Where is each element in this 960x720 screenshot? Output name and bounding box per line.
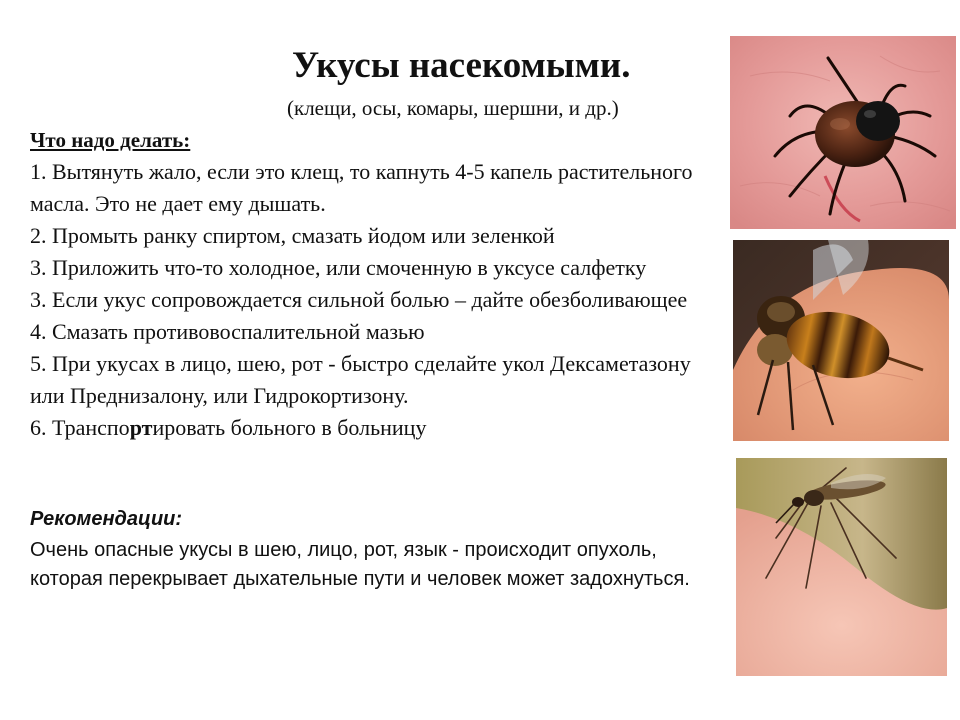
step-item	[30, 220, 710, 252]
page-subtitle: (клещи, осы, комары, шершни, и др.)	[287, 96, 619, 120]
step-text: 6. Транспо	[30, 415, 130, 440]
step-item	[30, 284, 710, 316]
recommendations-text: Очень опасные укусы в шею, лицо, рот, язык - происходит опухоль, которая перекрывает дыхательные пути и человек может задохнуться.	[30, 539, 690, 590]
page-title: Укусы насекомыми.	[292, 45, 631, 86]
steps-list	[30, 156, 710, 444]
step-item	[30, 348, 710, 412]
step-item	[30, 252, 710, 284]
step-text: 3. Если укус сопровождается сильной болью – дайте обезболивающее	[30, 287, 688, 312]
step-item	[30, 412, 710, 444]
step-text-bold: рт	[129, 415, 153, 440]
step-item	[30, 156, 710, 220]
what-to-do-heading: Что надо делать:	[30, 128, 191, 152]
bee-photo	[733, 240, 949, 441]
step-text: 1. Вытянуть жало, если это клещ, то капнуть 4-5 капель растительного масла. Это не дает ему дышать.	[30, 159, 693, 216]
step-text: 2. Промыть ранку спиртом, смазать йодом или зеленкой	[30, 223, 555, 248]
mosquito-photo	[736, 458, 947, 676]
step-text: 4. Смазать противовоспалительной мазью	[30, 319, 425, 344]
step-text: ировать больного в больницу	[152, 415, 427, 440]
step-item	[30, 316, 710, 348]
step-text: 5. При укусах в лицо, шею, рот - быстро сделайте укол Дексаметазону или Преднизалону, или Гидрокортизону.	[30, 351, 691, 408]
tick-photo	[730, 36, 956, 229]
recommendations-heading: Рекомендации:	[30, 508, 183, 530]
step-text: 3. Приложить что-то холодное, или смоченную в уксусе салфетку	[30, 255, 647, 280]
